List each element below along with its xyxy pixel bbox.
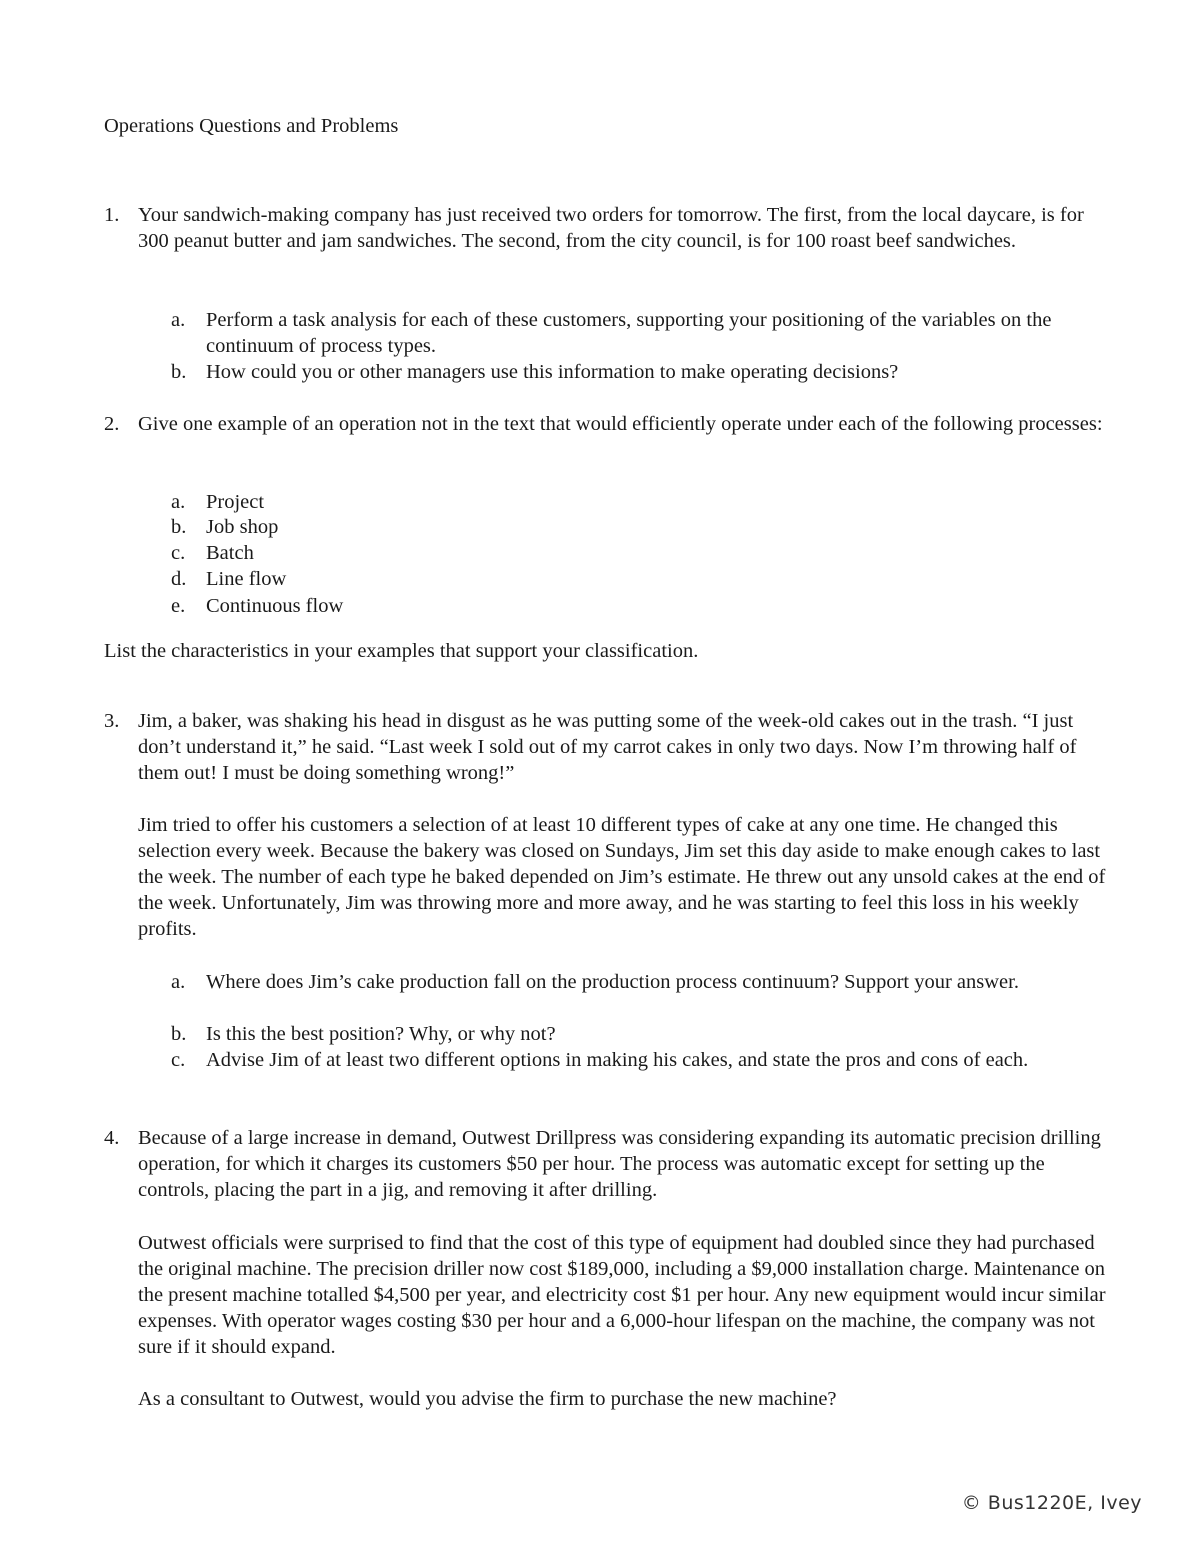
question-3-text: Jim, a baker, was shaking his head in disgust as he was putting some of the week-old cakes out in the trash. “I just don’t understand it,” he said. “Last week I sold out of my carrot cakes in only two days. Now I’m throwing half of them out! I must be doing something wrong!” <box>138 710 1077 784</box>
question-1a-text: Perform a task analysis for each of these customers, supporting your positioning of the variables on the continuum of process types. <box>206 309 1052 357</box>
question-1b-label: b. <box>171 361 187 383</box>
question-2c-text: Batch <box>206 542 254 564</box>
copyright-footer: © Bus1220E, Ivey <box>961 1492 1142 1514</box>
question-2d-text: Line flow <box>206 568 287 590</box>
question-2-number: 2. <box>104 413 120 435</box>
question-2e-text: Continuous flow <box>206 595 344 617</box>
question-2c-label: c. <box>171 542 186 564</box>
question-2d-label: d. <box>171 568 187 590</box>
question-1a-label: a. <box>171 309 186 331</box>
question-3b-label: b. <box>171 1023 187 1045</box>
question-2-text: Give one example of an operation not in the text that would efficiently operate under each of the following processes: <box>138 413 1103 435</box>
question-3-number: 3. <box>104 710 120 732</box>
question-4-text: Because of a large increase in demand, Outwest Drillpress was considering expanding its automatic precision drilling operation, for which it charges its customers $50 per hour. The process was automatic except for setting up the controls, placing the part in a jig, and removing it after drilling. <box>138 1127 1101 1201</box>
question-3c-text: Advise Jim of at least two different options in making his cakes, and state the pros and cons of each. <box>206 1049 1029 1071</box>
question-2e-label: e. <box>171 595 186 617</box>
question-3b-text: Is this the best position? Why, or why not? <box>206 1023 556 1045</box>
question-2-followup: List the characteristics in your examples that support your classification. <box>104 640 699 662</box>
page-title: Operations Questions and Problems <box>104 115 399 137</box>
question-4-number: 4. <box>104 1127 120 1149</box>
question-1b-text: How could you or other managers use this information to make operating decisions? <box>206 361 899 383</box>
question-2b-text: Job shop <box>206 516 279 538</box>
question-2a-label: a. <box>171 491 186 513</box>
question-1-number: 1. <box>104 204 120 226</box>
question-4-paragraph-3: As a consultant to Outwest, would you advise the firm to purchase the new machine? <box>138 1388 837 1410</box>
question-3-paragraph-2: Jim tried to offer his customers a selection of at least 10 different types of cake at any one time. He changed this selection every week. Because the bakery was closed on Sundays, Jim set this day aside to make enough cakes to last the week. The number of each type he baked depended on Jim’s estimate. He threw out any unsold cakes at the end of the week. Unfortunately, Jim was throwing more and more away, and he was starting to feel this loss in his weekly profits. <box>138 814 1106 940</box>
question-4-paragraph-2: Outwest officials were surprised to find that the cost of this type of equipment had doubled since they had purchased the original machine. The precision driller now cost $189,000, including a $9,000 installation charge. Maintenance on the present machine totalled $4,500 per year, and electricity cost $1 per hour. Any new equipment would incur similar expenses. With operator wages costing $30 per hour and a 6,000-hour lifespan on the machine, the company was not sure if it should expand. <box>138 1232 1106 1358</box>
question-3a-text: Where does Jim’s cake production fall on the production process continuum? Support your answer. <box>206 971 1019 993</box>
question-3c-label: c. <box>171 1049 186 1071</box>
question-2a-text: Project <box>206 491 265 513</box>
question-1-text: Your sandwich-making company has just received two orders for tomorrow. The first, from the local daycare, is for 300 peanut butter and jam sandwiches. The second, from the city council, is for 100 roast beef sandwiches. <box>138 204 1084 252</box>
question-3a-label: a. <box>171 971 186 993</box>
question-2b-label: b. <box>171 516 187 538</box>
